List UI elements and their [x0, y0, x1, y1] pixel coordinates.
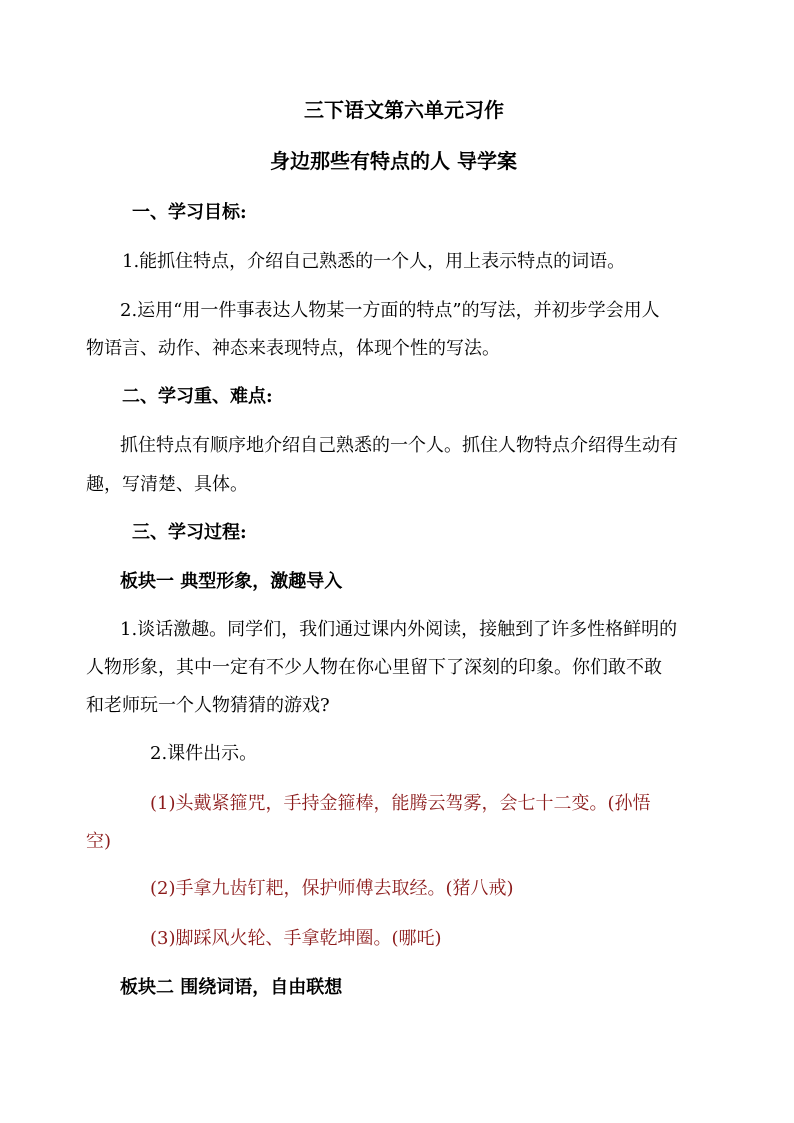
- clue-2: (2)手拿九齿钉耙，保护师傅去取经。(猪八戒): [150, 878, 514, 899]
- keypoints-line-1: 抓住特点有顺序地介绍自己熟悉的一个人。抓住人物特点介绍得生动有: [120, 435, 678, 456]
- clue-1-line-1: (1)头戴紧箍咒，手持金箍棒，能腾云驾雾，会七十二变。(孙悟: [150, 793, 651, 814]
- step-1-line-3: 和老师玩一个人物猜猜的游戏?: [86, 695, 330, 716]
- step-2: 2.课件出示。: [150, 743, 258, 764]
- clue-3: (3)脚踩风火轮、手拿乾坤圈。(哪吒): [150, 928, 442, 949]
- goal-item-1: 1.能抓住特点，介绍自己熟悉的一个人，用上表示特点的词语。: [122, 251, 626, 272]
- document-subtitle: 身边那些有特点的人 导学案: [270, 149, 517, 173]
- block-heading-1: 板块一 典型形象，激趣导入: [120, 571, 343, 592]
- step-1-line-2: 人物形象，其中一定有不少人物在你心里留下了深刻的印象。你们敢不敢: [86, 657, 662, 678]
- section-heading-process: 三、学习过程:: [132, 522, 247, 543]
- goal-item-2-line-1: 2.运用“用一件事表达人物某一方面的特点”的写法，并初步学会用人: [120, 300, 660, 321]
- section-heading-keypoints: 二、学习重、难点:: [122, 386, 273, 407]
- document-title: 三下语文第六单元习作: [304, 98, 504, 122]
- goal-item-2-line-2: 物语言、动作、神态来表现特点，体现个性的写法。: [86, 338, 500, 359]
- clue-1-line-2: 空): [86, 831, 112, 852]
- step-1-line-1: 1.谈话激趣。同学们，我们通过课内外阅读，接触到了许多性格鲜明的: [120, 619, 678, 640]
- section-heading-goals: 一、学习目标:: [132, 202, 247, 223]
- keypoints-line-2: 趣，写清楚、具体。: [86, 474, 248, 495]
- block-heading-2: 板块二 围绕词语，自由联想: [120, 977, 343, 998]
